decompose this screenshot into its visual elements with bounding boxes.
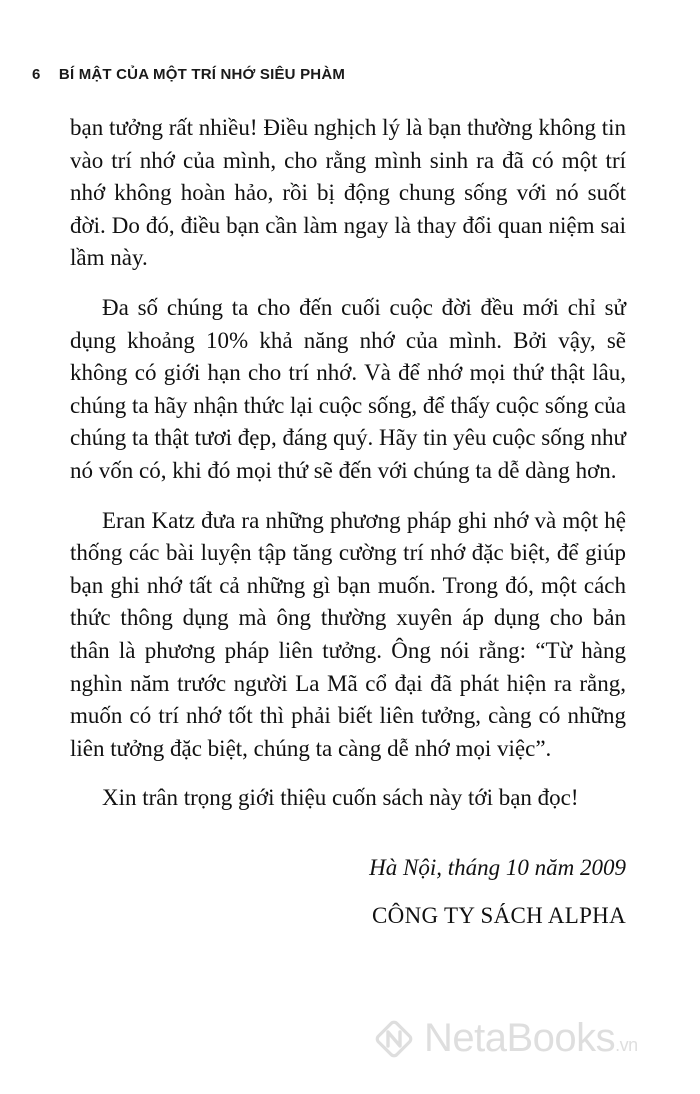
company-name: CÔNG TY SÁCH ALPHA bbox=[372, 903, 626, 928]
watermark-tld: .vn bbox=[615, 1035, 638, 1055]
signature-block bbox=[369, 852, 626, 932]
page-number: 6 bbox=[32, 66, 41, 83]
watermark-text bbox=[424, 1016, 638, 1061]
paragraph-continuation: bạn tưởng rất nhiều! Điều nghịch lý là bạn thường không tin vào trí nhớ của mình, cho rằng mình sinh ra đã có một trí nhớ không hoàn hảo, rồi bị động chung sống với nó suốt đời. Do đó, điều bạn cần làm ngay là thay đổi quan niệm sai lầm này. bbox=[70, 115, 626, 271]
watermark-brand: NetaBooks bbox=[424, 1016, 616, 1060]
running-header bbox=[32, 66, 345, 83]
netabooks-logo-icon bbox=[372, 1017, 416, 1061]
paragraph: Eran Katz đưa ra những phương pháp ghi nhớ và một hệ thống các bài luyện tập tăng cường trí nhớ đặc biệt, để giúp bạn ghi nhớ tất cả những gì bạn muốn. Trong đó, một cách thức thông dụng mà ông thường xuyên áp dụng cho bản thân là phương pháp liên tưởng. Ông nói rằng: “Từ hàng nghìn năm trước người La Mã cổ đại đã phát hiện ra rằng, muốn có trí nhớ tốt thì phải biết liên tưởng, càng có những liên tưởng đặc biệt, chúng ta càng dễ nhớ mọi việc”. bbox=[70, 507, 626, 761]
place-date: Hà Nội, tháng 10 năm 2009 bbox=[369, 855, 626, 880]
watermark bbox=[372, 1016, 638, 1061]
paragraph-closing: Xin trân trọng giới thiệu cuốn sách này tới bạn đọc! bbox=[102, 785, 579, 811]
paragraph: Đa số chúng ta cho đến cuối cuộc đời đều mới chỉ sử dụng khoảng 10% khả năng nhớ của mình. Bởi vậy, sẽ không có giới hạn cho trí nhớ. Và để nhớ mọi thứ thật lâu, chúng ta hãy nhận thức lại cuộc sống, để thấy cuộc sống của chúng ta thật tươi đẹp, đáng quý. Hãy tin yêu cuộc sống như nó vốn có, khi đó mọi thứ sẽ đến với chúng ta dễ dàng hơn. bbox=[70, 294, 626, 483]
book-title: BÍ MẬT CỦA MỘT TRÍ NHỚ SIÊU PHÀM bbox=[58, 66, 346, 83]
body-text bbox=[70, 112, 626, 832]
